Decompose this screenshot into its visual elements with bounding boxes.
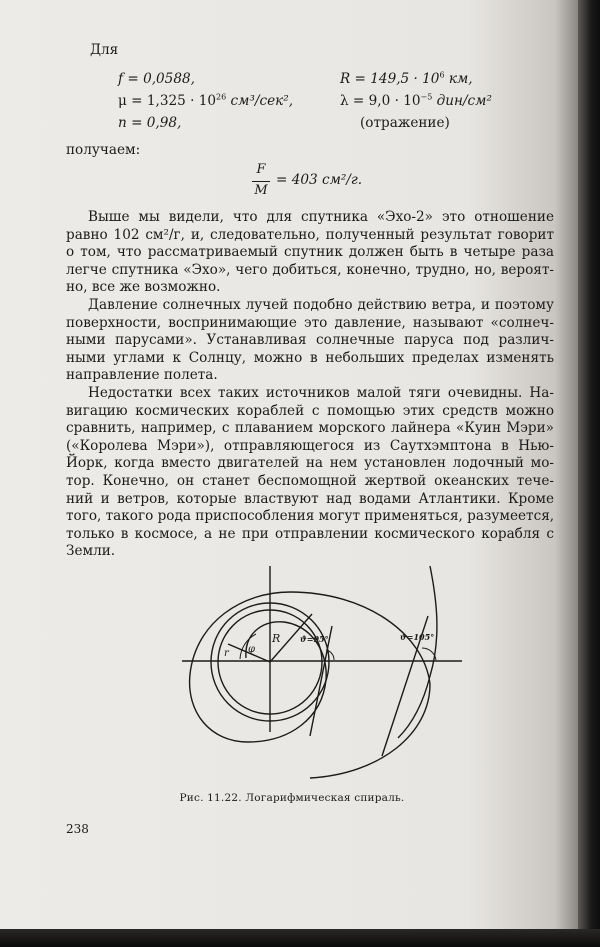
paragraph-3-line: вигацию космических кораблей с помощью этих средств можно — [66, 402, 554, 419]
paragraph-3-line: Земли. — [66, 543, 116, 560]
paragraph-1-line: Выше мы видели, что для спутника «Эхо-2» это отношение — [88, 209, 554, 225]
param-R — [340, 71, 473, 89]
param-mu-unit: см³/сек², — [226, 93, 294, 109]
paragraph-2-line: Давление солнечных лучей подобно действию ветра, и поэтому — [88, 297, 554, 313]
formula-rhs: = 403 см²/г. — [276, 172, 363, 188]
param-lambda-unit: дин/см² — [432, 93, 492, 109]
param-R-unit: км, — [444, 71, 473, 87]
paragraph-1-line: легче спутника «Эхо», чего добиться, конечно, трудно, но, вероят- — [66, 261, 554, 278]
paragraph-1 — [66, 209, 554, 297]
book-spine-shadow — [578, 0, 600, 947]
paragraph-2 — [66, 297, 554, 385]
paragraph-2-line: ными парусами». Устанавливая солнечные паруса под различ- — [66, 332, 554, 349]
param-R-exponent: 6 — [439, 70, 445, 80]
paragraph-1-line: но, все же возможно. — [66, 279, 221, 296]
page-number: 238 — [66, 822, 89, 836]
paragraph-3-line: («Королева Мэри»), отправляющегося из Саутхэмптона в Нью- — [66, 437, 554, 454]
paragraph-3 — [66, 385, 554, 561]
paragraph-2-line: ными углами к Солнцу, можно в небольших пределах изменять — [66, 349, 554, 366]
param-mu — [118, 93, 293, 111]
paragraph-3-line: ний и ветров, которые властвуют над водами Атлантики. Кроме — [66, 490, 554, 507]
logarithmic-spiral-figure — [160, 556, 480, 784]
param-mu-value: μ = 1,325 · 10 — [118, 93, 217, 109]
param-R-value: R = 149,5 · 10 — [340, 71, 440, 87]
paragraph-1-line: равно 102 см²/г, и, следовательно, полученный результат говорит — [66, 226, 554, 243]
param-lambda-value: λ = 9,0 · 10 — [340, 93, 421, 109]
param-mu-exponent: 26 — [216, 92, 227, 102]
paragraph-3-line: Йорк, когда вместо двигателей на нем установлен лодочный мо- — [66, 455, 554, 472]
formula-denominator: M — [254, 183, 268, 198]
outer-arc — [398, 566, 437, 738]
scan-bottom-edge — [0, 929, 600, 947]
formula-numerator: F — [256, 162, 266, 177]
paragraph-2-line: поверхности, воспринимающие это давление, называют «солнеч- — [66, 314, 554, 331]
param-f: f = 0,0588, — [118, 71, 195, 87]
figure-caption: Рис. 11.22. Логарифмическая спираль. — [179, 792, 405, 804]
log-spiral-curve — [190, 592, 430, 778]
paragraph-1-line: о том, что рассматриваемый спутник должен быть в четыре раза — [66, 244, 554, 261]
paragraph-2-line: направление полета. — [66, 367, 218, 384]
figure-label-angle1: ϑ=95° — [300, 634, 329, 644]
figure-label-angle2: ϑ=105° — [400, 632, 435, 642]
paragraph-3-line: только в космосе, а не при отправлении космического корабля с — [66, 525, 554, 542]
formula-fraction-bar — [252, 181, 270, 182]
param-n: n = 0,98, — [118, 115, 182, 131]
figure-label-R: R — [272, 632, 281, 645]
intro-dlya: Для — [90, 42, 119, 58]
intro-poluchaem: получаем: — [66, 142, 141, 158]
param-lambda — [340, 93, 492, 111]
paragraph-3-line: Недостатки всех таких источников малой тяги очевидны. На- — [88, 385, 554, 401]
figure-label-r: r — [224, 648, 229, 659]
paragraph-3-line: сравнить, например, с плаванием морского лайнера «Куин Мэри» — [66, 420, 554, 437]
paragraph-3-line: тор. Конечно, он станет беспомощной жертвой океанских тече- — [66, 472, 554, 489]
param-reflection: (отражение) — [360, 115, 450, 131]
param-lambda-exponent: −5 — [420, 92, 433, 102]
figure-label-phi: φ — [248, 644, 256, 655]
paragraph-3-line: того, такого рода приспособления могут применяться, разумеется, — [66, 508, 555, 525]
